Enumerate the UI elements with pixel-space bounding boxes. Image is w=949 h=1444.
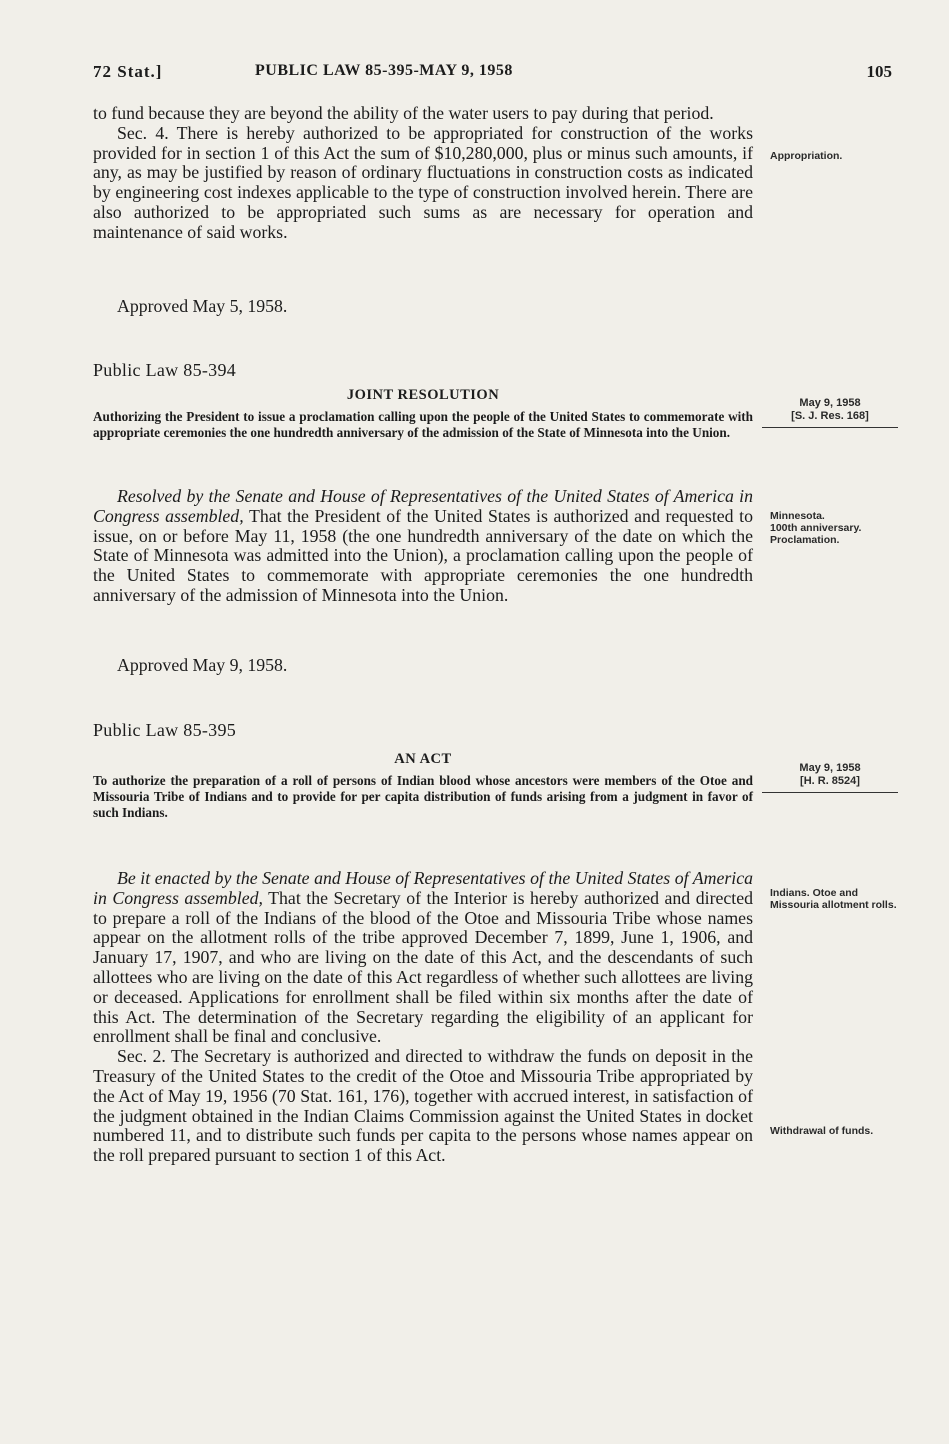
law-395-date: May 9, 1958 [799, 762, 861, 774]
law-395-bill: [H. R. 8524] [800, 774, 860, 787]
law-395-section-1: That the Secretary of the Interior is hereby authorized and directed to prepare a roll of the Indians of the blood of the Otoe and Missouria Tribe whose names appear on the allotment rolls of the tribe approved December 7, 1899, June 1, 1906, and January 17, 1907, and who are living on the date of this Act, and the descendants of such allottees who are living on the date of this Act regardless of whether such allottees are living or deceased. Applications for enrollment shall be filed within six months after the date of this Act. The determination of the Secretary regarding the eligibility of an applicant for enrollment shall be final and conclusive. [93, 887, 753, 1047]
law-394-date: May 9, 1958 [799, 397, 861, 409]
law-395-date-ref [762, 762, 898, 787]
law-394-bill: [S. J. Res. 168] [791, 409, 869, 422]
header-title: PUBLIC LAW 85-395-MAY 9, 1958 [255, 62, 513, 79]
margin-note-minnesota: Minnesota. 100th anniversary. Proclamation. [770, 510, 862, 546]
margin-note-withdrawal: Withdrawal of funds. [770, 1125, 874, 1137]
law-394-text: That the President of the United States is authorized and requested to issue, on or before May 11, 1958 (the one hundredth anniversary of the date on which the State of Minnesota was admitted into the Union), a proclamation calling upon the people of the United States to commemorate with appropriate ceremonies the one hundredth anniversary of the admission of Minnesota into the Union. [93, 505, 754, 605]
margin-note-appropriation: Appropriation. [770, 150, 843, 162]
approved-line-85-393: Approved May 5, 1958. [117, 296, 288, 316]
section-4: Sec. 4. There is hereby authorized to be appropriated for construction of the works provided for in section 1 of this Act the sum of $10,280,000, plus or minus such amounts, if any, as may be justified by reason of ordinary fluctuations in construction costs as indicated by engineering cost indexes applicable to the type of construction involved herein. There are also authorized to be appropriated such sums as are necessary for operation and maintenance of said works. [93, 122, 753, 242]
law-395-enacting-clause: Be it enacted by the Senate and House of Representatives of the United States of America in Congress assembled, [93, 868, 753, 908]
law-394-resolving-clause: Resolved by the Senate and House of Representatives of the United States of America in Congress assembled, [93, 486, 753, 526]
approved-line-85-394: Approved May 9, 1958. [117, 655, 288, 675]
statute-volume: 72 Stat.] [93, 62, 163, 81]
page-number: 105 [866, 62, 892, 81]
law-395-summary: To authorize the preparation of a roll of persons of Indian blood whose ancestors were members of the Otoe and Missouria Tribe of Indians and to provide for per capita distribution of funds arising from a judgment in favor of such Indians. [93, 773, 753, 820]
law-394-summary: Authorizing the President to issue a proclamation calling upon the people of the United States to commemorate with appropriate ceremonies the one hundredth anniversary of the admission of the State of Minnesota into the Union. [93, 409, 753, 440]
an-act-heading: AN ACT [394, 751, 452, 767]
law-395-ref-rule [762, 792, 898, 793]
law-394-date-ref [762, 397, 898, 422]
running-header [93, 62, 898, 86]
law-394-body [93, 487, 753, 606]
law-395-section-2: Sec. 2. The Secretary is authorized and directed to withdraw the funds on deposit in the Treasury of the United States to the credit of the Otoe and Missouria Tribe appropriated by the Act of May 19, 1956 (70 Stat. 161, 176), together with accrued interest, in satisfaction of the judgment obtained in the Indian Claims Commission against the United States in docket numbered 11, and to distribute such funds per capita to the persons whose names appear on the roll prepared pursuant to section 1 of this Act. [93, 1046, 753, 1166]
law-title-85-394: Public Law 85-394 [93, 360, 237, 380]
margin-note-otoe-missouria: Indians. Otoe and Missouria allotment rolls. [770, 887, 897, 911]
joint-resolution-heading: JOINT RESOLUTION [346, 387, 500, 403]
law-394-ref-rule [762, 427, 898, 428]
continuation-text: to fund because they are beyond the ability of the water users to pay during that period. [93, 103, 714, 123]
continuation-section [93, 104, 753, 243]
law-395-body [93, 869, 753, 1166]
law-title-85-395: Public Law 85-395 [93, 720, 237, 740]
